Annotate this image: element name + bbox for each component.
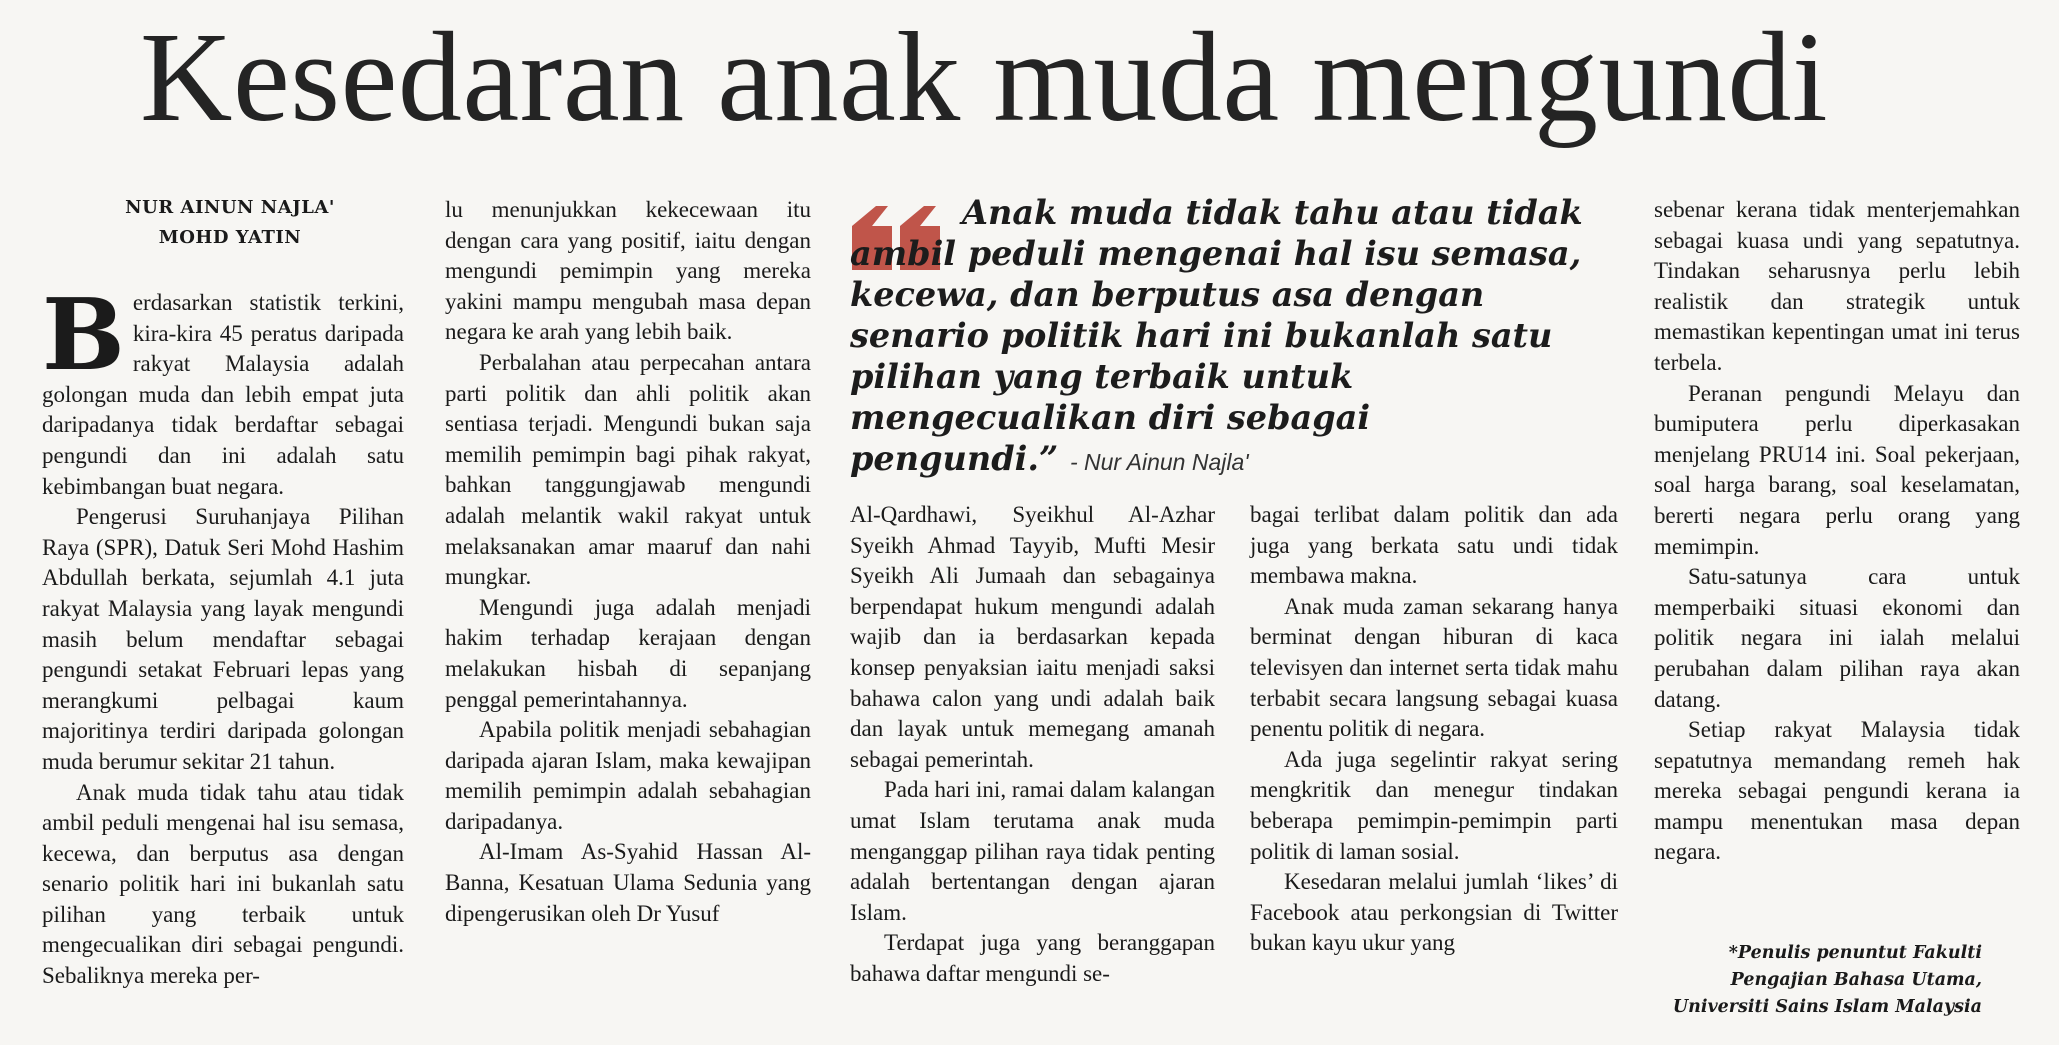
paragraph: Pengerusi Suruhanjaya Pilihan Raya (SPR), Datuk Seri Mohd Hashim Abdullah berkata, sejumlah 4.1 juta rakyat Malaysia yang layak mengundi masih belum mendaftar sebagai pengundi setakat Februari lepas yang merangkumi pelbagai kaum majoritinya terdiri daripada golongan muda berumur sekitar 21 tahun. [42, 504, 404, 774]
paragraph: Terdapat juga yang beranggapan bahawa daftar mengundi se- [850, 930, 1215, 986]
paragraph: Kesedaran melalui jumlah ‘likes’ di Facebook atau perkongsian di Twitter bukan kayu ukur yang [1250, 869, 1618, 956]
byline [60, 193, 400, 253]
paragraph: Apabila politik menjadi sebahagian daripada ajaran Islam, maka kewajipan memilih pemimpin adalah sebahagian daripadanya. [445, 717, 811, 834]
paragraph: Setiap rakyat Malaysia tidak sepatutnya memandang remeh hak mereka sebagai pengundi kerana ia mampu menentukan masa depan negara. [1654, 717, 2020, 865]
paragraph: Satu-satunya cara untuk memperbaiki situasi ekonomi dan politik negara ini ialah melalui perubahan dalam pilihan raya akan datang. [1654, 564, 2020, 712]
byline-line-2: MOHD YATIN [158, 227, 302, 248]
author-note-line: Pengajian Bahasa Utama, [1730, 970, 1982, 990]
author-note-line: Universiti Sains Islam Malaysia [1672, 997, 1982, 1017]
paragraph: Al-Qardhawi, Syeikhul Al-Azhar Syeikh Ahmad Tayyib, Mufti Mesir Syeikh Ali Jumaah dan sebagainya berpendapat hukum mengundi adalah wajib dan ia berdasarkan kepada konsep penyaksian iaitu menjadi saksi bahawa calon yang undi adalah baik dan layak untuk memegang amanah sebagai pemerintah. [850, 502, 1215, 772]
paragraph: Ada juga segelintir rakyat sering mengkritik dan menegur tindakan beberapa pemimpin-pemimpin parti politik di laman sosial. [1250, 746, 1618, 864]
article-column-4 [1250, 500, 1618, 959]
article-column-2 [445, 195, 811, 929]
paragraph: bagai terlibat dalam politik dan ada juga yang berkata satu undi tidak membawa makna. [1250, 502, 1618, 589]
paragraph [42, 278, 404, 502]
pull-quote-attribution: - Nur Ainun Najla' [1069, 449, 1249, 475]
paragraph: Pada hari ini, ramai dalam kalangan umat Islam terutama anak muda menganggap pilihan raya tidak penting adalah bertentangan dengan ajaran Islam. [850, 777, 1215, 925]
author-note [1630, 940, 1982, 1021]
paragraph-text: erdasarkan statistik terkini, kira-kira 45 peratus daripada rakyat Malaysia adalah golongan muda dan lebih empat juta daripadanya tidak berdaftar sebagai pengundi dan ini adalah satu kebimbangan buat negara. [42, 290, 404, 499]
paragraph: Perbalahan atau perpecahan antara parti politik dan ahli politik akan sentiasa terjadi. Mengundi bukan saja memilih pemimpin bagi pihak rakyat, bahkan tanggungjawab mengundi adalah melantik wakil rakyat untuk melaksanakan amar maaruf dan nahi mungkar. [445, 349, 811, 590]
byline-line-1: NUR AINUN NAJLA' [125, 197, 335, 218]
paragraph: Anak muda zaman sekarang hanya berminat dengan hiburan di kaca televisyen dan internet serta tidak mahu terbabit secara langsung sebagai kuasa penentu politik di negara. [1250, 593, 1618, 742]
paragraph: Anak muda tidak tahu atau tidak ambil peduli mengenai hal isu semasa, kecewa, dan berputus asa dengan senario politik hari ini bukanlah satu pilihan yang terbaik untuk mengecualikan diri sebagai pengundi. Sebaliknya mereka per- [42, 779, 404, 989]
article-column-1 [42, 278, 404, 992]
paragraph: Peranan pengundi Melayu dan bumiputera perlu diperkasakan menjelang PRU14 ini. Soal pekerjaan, soal harga barang, soal keselamatan, bererti negara perlu orang yang memimpin. [1654, 380, 2020, 559]
article-column-3 [850, 500, 1215, 990]
article-column-5 [1654, 195, 2020, 868]
author-note-line: *Penulis penuntut Fakulti [1728, 943, 1982, 963]
drop-cap: B [42, 278, 125, 393]
headline: Kesedaran anak muda mengundi [140, 6, 1829, 148]
pull-quote-text: Anak muda tidak tahu atau tidak ambil peduli mengenai hal isu semasa, kecewa, dan berputus asa dengan senario politik hari ini bukanlah satu pilihan yang terbaik untuk mengecualikan diri sebagai pengundi.” [850, 193, 1583, 478]
paragraph: lu menunjukkan kekecewaan itu dengan cara yang positif, iaitu dengan mengundi pemimpin yang mereka yakini mampu mengubah masa depan negara ke arah yang lebih baik. [445, 197, 811, 345]
pull-quote [850, 192, 1590, 483]
paragraph: Al-Imam As-Syahid Hassan Al-Banna, Kesatuan Ulama Sedunia yang dipengerusikan oleh Dr Yusuf [445, 839, 811, 926]
paragraph: Mengundi juga adalah menjadi hakim terhadap kerajaan dengan melakukan hisbah di sepanjang penggal pemerintahannya. [445, 594, 811, 712]
paragraph: sebenar kerana tidak menterjemahkan sebagai kuasa undi yang sepatutnya. Tindakan seharusnya perlu lebih realistik dan strategik untuk memastikan kepentingan umat ini terus terbela. [1654, 197, 2020, 375]
